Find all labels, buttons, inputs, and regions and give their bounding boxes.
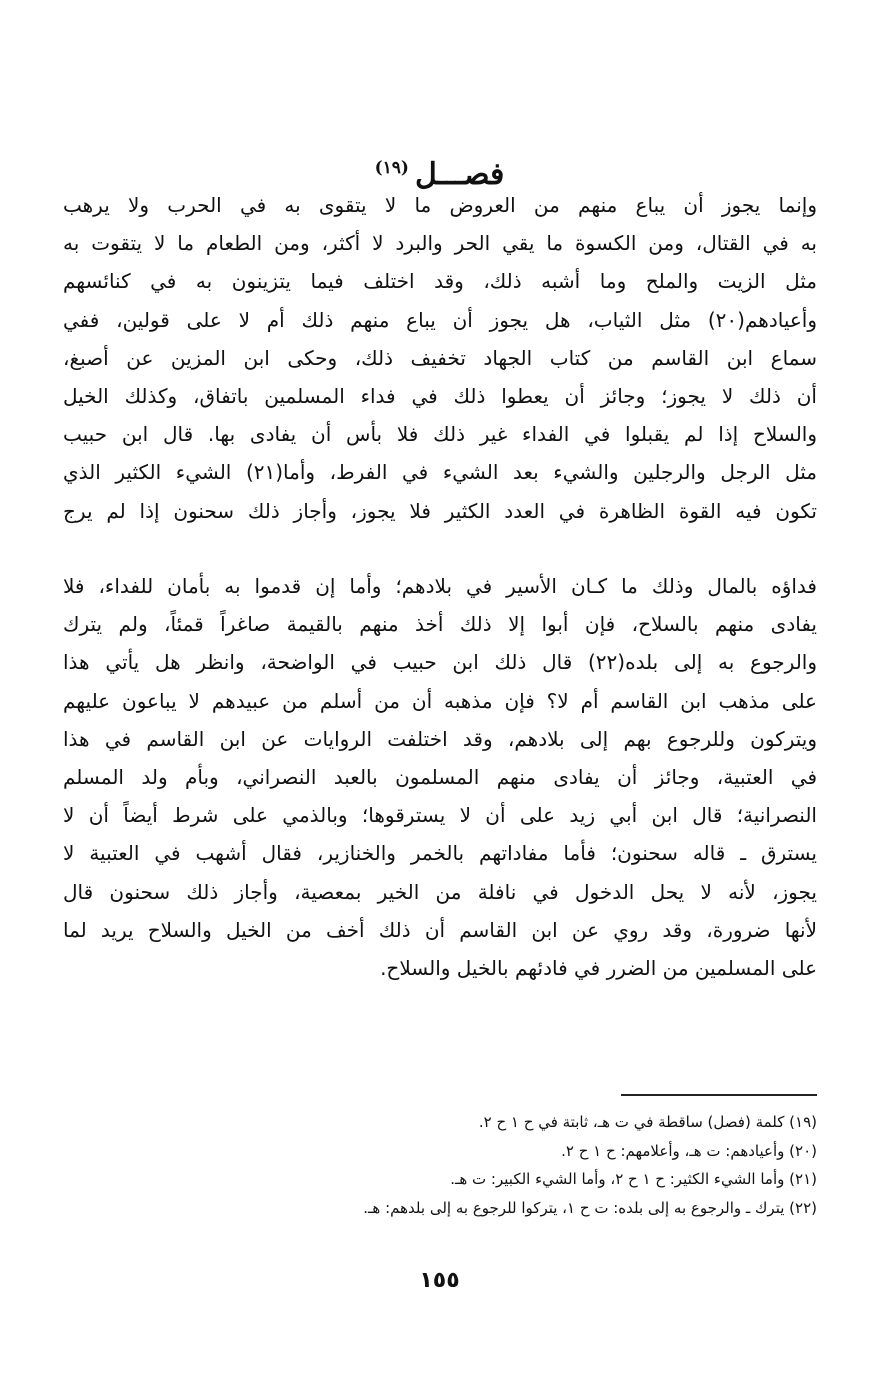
text-line: وأعيادهم(٢٠) مثل الثياب، هل يجوز أن يباع منهم ذلك أم لا على قولين، ففي <box>63 307 817 332</box>
text-line: يجوز، لأنه لا يحل الدخول في نافلة من الخير بمعصية، وأجاز ذلك سحنون قال <box>63 879 817 904</box>
footnotes-list <box>63 1108 817 1222</box>
paragraph-1 <box>63 186 817 530</box>
text-line: مثل الزيت والملح وما أشبه ذلك، وقد اختلف فيما يتزينون به في كنائسهم <box>63 269 817 294</box>
chapter-footnote-ref: (١٩) <box>374 158 409 179</box>
text-line: يفادى منهم بالسلاح، فإن أبوا إلا ذلك أخذ منهم بالقيمة صاغراً قمئاً، ولم يترك <box>63 612 817 637</box>
text-line: سماع ابن القاسم من كتاب الجهاد تخفيف ذلك، وحكى ابن المزين عن أصبغ، <box>63 345 817 370</box>
paragraph-2 <box>63 567 817 987</box>
text-line: أن ذلك لا يجوز؛ وجائز أن يعطوا ذلك في فداء المسلمين باتفاق، وكذلك الخيل <box>63 384 817 409</box>
text-line: على مذهب ابن القاسم أم لا؟ فإن مذهبه أن من أسلم من عبيدهم لا يباعون عليهم <box>63 688 817 713</box>
text-line: وإنما يجوز أن يباع منهم من العروض ما لا يتقوى به في الحرب ولا يرهب <box>63 193 817 217</box>
chapter-title: فصـــل <box>414 157 505 193</box>
footnote-divider <box>621 1094 817 1096</box>
text-line: النصرانية؛ قال ابن أبي زيد على أن لا يسترقوها؛ وبالذمي على شرط أيضاً أن لا <box>63 803 817 828</box>
page-number: ١٥٥ <box>419 1268 460 1293</box>
text-line: فداؤه بالمال وذلك ما كـان الأسير في بلادهم؛ وأما إن قدموا به بأمان للفداء، فلا <box>63 574 817 598</box>
footnote-21: (٢١) وأما الشيء الكثير: ح ١ ح ٢، وأما الشيء الكبير: ت هـ. <box>450 1170 817 1188</box>
text-line: والرجوع به إلى بلده(٢٢) قال ذلك ابن حبيب في الواضحة، وانظر هل يأتي هذا <box>63 650 817 675</box>
text-line: والسلاح إذا لم يقبلوا في الفداء غير ذلك فلا بأس أن يفادى بها. قال ابن حبيب <box>63 422 817 447</box>
footnote-22: (٢٢) يترك ـ والرجوع به إلى بلده: ت ح ١، يتركوا للرجوع به إلى بلدهم: هـ. <box>363 1198 817 1217</box>
text-line: على المسلمين من الضرر في فادئهم بالخيل والسلاح. <box>380 956 817 981</box>
text-line: تكون فيه القوة الظاهرة في العدد الكثير فلا يجوز، وأجاز ذلك سحنون إذا لم يرج <box>63 498 817 523</box>
text-line: به في القتال، ومن الكسوة ما يقي الحر والبرد لا أكثر، ومن الطعام ما لا يتقوت به <box>63 231 817 256</box>
text-line: ويتركون وللرجوع بهم إلى بلادهم، وقد اختلفت الروايات عن ابن القاسم في هذا <box>63 726 817 751</box>
text-line: في العتبية، وجائز أن يفادى منهم المسلمون بالعبد النصراني، وبأم ولد المسلم <box>63 765 817 790</box>
footnote-20: (٢٠) وأعيادهم: ت هـ، وأعلامهم: ح ١ ح ٢. <box>561 1141 817 1160</box>
text-line: لأنها ضرورة، وقد روي عن ابن القاسم أن ذلك أخف من الخيل والسلاح يريد لما <box>63 917 817 942</box>
text-line: يسترق ـ قاله سحنون؛ فأما مفاداتهم بالخمر والخنازير، فقال أشهب في العتبية لا <box>63 841 817 866</box>
footnote-19: (١٩) كلمة (فصل) ساقطة في ت هـ، ثابتة في ح ١ ح ٢. <box>478 1113 817 1131</box>
text-line: مثل الرجل والرجلين والشيء بعد الشيء في الفرط، وأما(٢١) الشيء الكثير الذي <box>63 460 817 485</box>
